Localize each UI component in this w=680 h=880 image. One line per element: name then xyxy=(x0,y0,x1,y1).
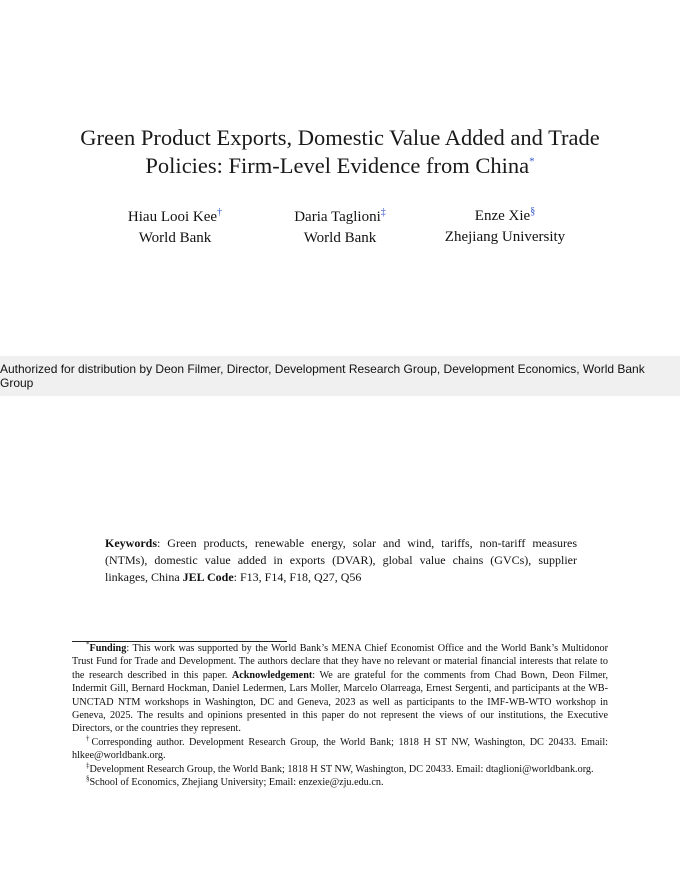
keywords-label: Keywords xyxy=(105,536,157,550)
author-footnote-marker: ‡ xyxy=(380,207,386,218)
title-footnote-marker: * xyxy=(529,155,535,168)
footnote-marker: ‡ xyxy=(86,761,90,770)
footnote-text: School of Economics, Zhejiang University; Email: enzexie@zju.edu.cn. xyxy=(89,777,384,789)
distribution-notice-text: Authorized for distribution by Deon Filmer, Director, Development Research Group, Development Economics, World Bank Group xyxy=(0,362,645,390)
distribution-notice-banner xyxy=(0,356,680,396)
footnotes xyxy=(72,642,608,789)
author-taglioni xyxy=(275,207,405,249)
footnote-marker: † xyxy=(86,734,92,743)
footnote-corresponding-author xyxy=(72,736,608,763)
acknowledgement-text: : We are grateful for the comments from Chad Bown, Deon Filmer, Indermit Gill, Bernard Hockman, Daniel Ledermen, Lars Moller, Marcelo Olarreaga, Ernest Sergenti, and participants at the WB-UNCTAD NTM workshops in Washington, DC and Geneva, 2023 as well as participants to the IMF-WB-WTO workshop in Geneva, 2025. The results and opinions presented in this paper do not represent the views of our institutions, the Executive Directors, or the countries they represent. xyxy=(72,669,609,735)
jel-code-label: JEL Code xyxy=(182,570,234,584)
keywords-text: : Green products, renewable energy, solar and wind, tariffs, non-tariff measures (NTMs), domestic value added in exports (DVAR), global value chains (GVCs), supplier linkages, China xyxy=(105,536,577,584)
footnote-xie xyxy=(72,776,608,789)
author-xie xyxy=(430,206,580,248)
author-name: Daria Taglioni xyxy=(294,209,381,225)
author-affiliation: Zhejiang University xyxy=(444,229,566,245)
footnote-funding xyxy=(72,642,608,736)
footnote-marker: * xyxy=(86,640,90,649)
keywords-section xyxy=(105,535,577,586)
author-kee xyxy=(110,207,240,249)
author-affiliation: World Bank xyxy=(138,230,212,246)
author-footnote-marker: † xyxy=(217,207,223,218)
author-footnote-marker: § xyxy=(530,206,536,217)
paper-title-line-2-text: Policies: Firm-Level Evidence from China xyxy=(145,153,530,178)
footnote-taglioni xyxy=(72,763,608,776)
footnote-text: Development Research Group, the World Bank; 1818 H ST NW, Washington, DC 20433. Email: dtaglioni@worldbank.org. xyxy=(89,763,594,775)
funding-label: Funding xyxy=(89,643,127,654)
author-name: Hiau Looi Kee xyxy=(127,209,218,225)
paper-title-line-2 xyxy=(60,152,620,180)
author-name: Enze Xie xyxy=(474,208,531,224)
paper-title-line-1: Green Product Exports, Domestic Value Added and Trade xyxy=(80,125,600,150)
paper-title xyxy=(60,124,620,180)
footnote-text: Corresponding author. Development Research Group, the World Bank; 1818 H ST NW, Washington, DC 20433. Email: hlkee@worldbank.org. xyxy=(72,736,608,762)
funding-text: : This work was supported by the World Bank’s MENA Chief Economist Office and the World Bank’s Multidonor Trust Fund for Trade and Development. The authors declare that they have no relevant or material financial interests that relate to the research described in this paper. xyxy=(72,643,608,681)
acknowledgement-label: Acknowledgement xyxy=(231,669,313,681)
jel-code-text: : F13, F14, F18, Q27, Q56 xyxy=(233,570,362,584)
author-affiliation: World Bank xyxy=(303,230,377,246)
footnote-marker: § xyxy=(86,774,90,783)
